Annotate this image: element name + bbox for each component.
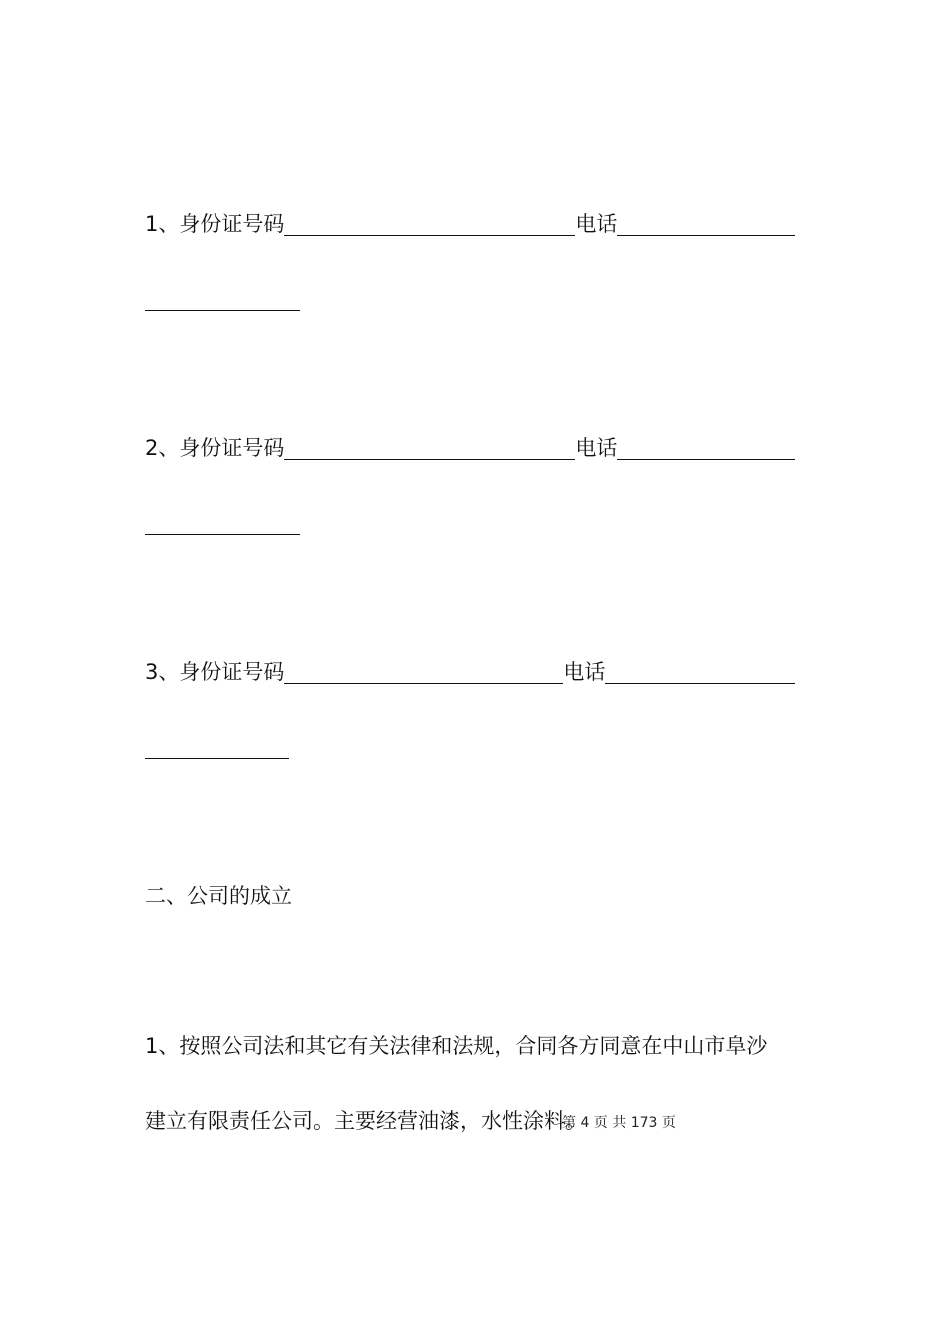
phone-blank-continuation[interactable] xyxy=(145,310,300,311)
phone-blank[interactable] xyxy=(617,213,795,236)
paragraph-line-2: 建立有限责任公司。主要经营油漆，水性涂料。 xyxy=(145,1109,586,1133)
phone-label: 电话 xyxy=(563,660,606,684)
id-label: 1、身份证号码 xyxy=(145,212,285,236)
id-number-blank[interactable] xyxy=(284,437,575,460)
id-entry-2 xyxy=(145,434,795,462)
phone-blank[interactable] xyxy=(617,437,795,460)
phone-blank-continuation[interactable] xyxy=(145,534,300,535)
id-entry-1 xyxy=(145,210,795,238)
phone-label: 电话 xyxy=(575,436,618,460)
paragraph-line-1: 1、按照公司法和其它有关法律和法规，合同各方同意在中山市阜沙 xyxy=(145,1034,768,1058)
id-label: 3、身份证号码 xyxy=(145,660,285,684)
phone-label: 电话 xyxy=(575,212,618,236)
id-number-blank[interactable] xyxy=(284,213,575,236)
id-label: 2、身份证号码 xyxy=(145,436,285,460)
section-heading: 二、公司的成立 xyxy=(145,884,292,908)
id-entry-3 xyxy=(145,658,795,686)
phone-blank[interactable] xyxy=(605,661,795,684)
id-number-blank[interactable] xyxy=(284,661,563,684)
phone-blank-continuation[interactable] xyxy=(145,758,289,759)
page-number-footer: 第 4 页 共 173 页 xyxy=(562,1115,676,1131)
